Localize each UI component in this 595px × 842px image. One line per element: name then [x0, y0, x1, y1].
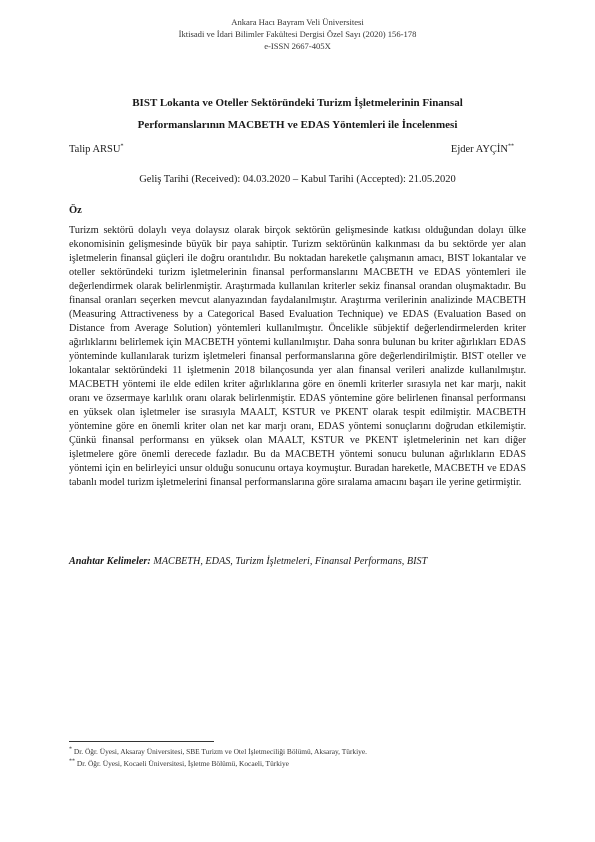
- keywords: [69, 556, 526, 567]
- footnote-1: [69, 746, 529, 758]
- footnote-divider: [69, 741, 214, 742]
- journal-citation: İktisadi ve İdari Bilimler Fakültesi Dergisi Özel Sayı (2020) 156-178: [178, 29, 417, 39]
- keywords-label: Anahtar Kelimeler:: [69, 556, 151, 567]
- author-2-name: Ejder AYÇİN: [450, 144, 508, 155]
- footnote-2-mark: **: [69, 758, 75, 765]
- running-header: [0, 16, 595, 52]
- author-2-footnote-mark: **: [508, 143, 514, 150]
- author-1-footnote-mark: *: [120, 143, 124, 150]
- abstract-heading: Öz: [69, 205, 82, 216]
- author-2: [451, 144, 514, 155]
- keywords-values: MACBETH, EDAS, Turizm İşletmeleri, Finansal Performans, BIST: [153, 556, 428, 567]
- received-accepted-dates: Geliş Tarihi (Received): 04.03.2020 – Kabul Tarihi (Accepted): 21.05.2020: [139, 174, 456, 185]
- abstract-body: Turizm sektörü dolaylı veya dolaysız olarak birçok sektörün gelişmesinde katkısı olduğundan dolayı ülke ekonomisinin gelişmesinde büyük bir paya sahiptir. Turizm sektörünün kalkınması da bu sektörde yer alan işletmelerin finansal güçleri ile doğru orantılıdır. Bu noktadan hareketle çalışmanın amacı, BIST lokantalar ve oteller sektöründeki turizm işletmelerinin finansal performanslarını MACBETH ve EDAS yöntemleri ile değerlendirmek olarak belirlenmiştir. Araştırmada kullanılan kriterler sekiz finansal orandan oluşmaktadır. Bu finansal oranları seçerken mevcut alanyazından faydalanılmıştır. Araştırma verilerinin analizinde MACBETH (Measuring Attractiveness by a Categorical Based Evaluation Technique) ve EDAS (Evaluation Based on Distance from Average Solution) yöntemleri kullanılmıştır. Öncelikle sübjektif değerlendirmelerden kriter ağırlıklarını belirlemek için MACBETH yöntemi kullanılmıştır. Daha sonra bulunan bu kriter ağırlıkları EDAS yönteminde kullanılarak turizm işletmeleri finansal performanslarına göre değerlendirilmiştir. BIST oteller ve lokantalar sektöründeki 11 işletmenin 2018 bilançosunda yer alan finansal verileri analizde kullanılmıştır. MACBETH yöntemi ile elde edilen kriter ağırlıklarına göre en önemli kriterler sırasıyla net kar marjı, nakit oranı ve özsermaye karlılık oranı olarak belirlenmiştir. EDAS yöntemine göre belirlenen finansal performansı en yüksek olan işletmeler ise sırasıyla MAALT, KSTUR ve PKENT olarak tespit edilmiştir. MACBETH yöntemine göre en önemli kriter olan net kar marjı oranı, EDAS yöntemi sonuçlarını doğrudan etkilemiştir. Çünkü finansal performansı en yüksek olan MAALT, KSTUR ve PKENT işletmelerinin net karı diğer işletmelere göre önemli derecede fazladır. Bu da MACBETH yöntemi sonucu bulunan ağırlıkların EDAS yöntemi için en belirleyici unsur olduğu sonucunu ortaya koymuştur. Buradan hareketle, MACBETH ve EDAS tabanlı model turizm işletmelerini finansal performanslarına göre sıralama amacını başarı ile yerine getirmiştir.: [69, 225, 526, 488]
- author-1: [69, 144, 123, 155]
- issn: e-ISSN 2667-405X: [264, 41, 331, 51]
- university-name: Ankara Hacı Bayram Veli Üniversitesi: [231, 17, 364, 27]
- title-line-2: Performanslarının MACBETH ve EDAS Yöntemleri ile İncelenmesi: [137, 119, 458, 131]
- footnote-2: [69, 758, 529, 770]
- paper-title: [60, 92, 535, 136]
- footnotes: [69, 746, 529, 770]
- footnote-1-text: Dr. Öğr. Üyesi, Aksaray Üniversitesi, SBE Turizm ve Otel İşletmeciliği Bölümü, Aksaray, Türkiye.: [73, 747, 367, 756]
- author-1-name: Talip ARSU: [69, 144, 121, 155]
- title-line-1: BIST Lokanta ve Oteller Sektöründeki Turizm İşletmelerinin Finansal: [132, 97, 463, 109]
- footnote-1-mark: *: [69, 746, 72, 753]
- footnote-2-text: Dr. Öğr. Üyesi, Kocaeli Üniversitesi, İşletme Bölümü, Kocaeli, Türkiye: [76, 759, 289, 768]
